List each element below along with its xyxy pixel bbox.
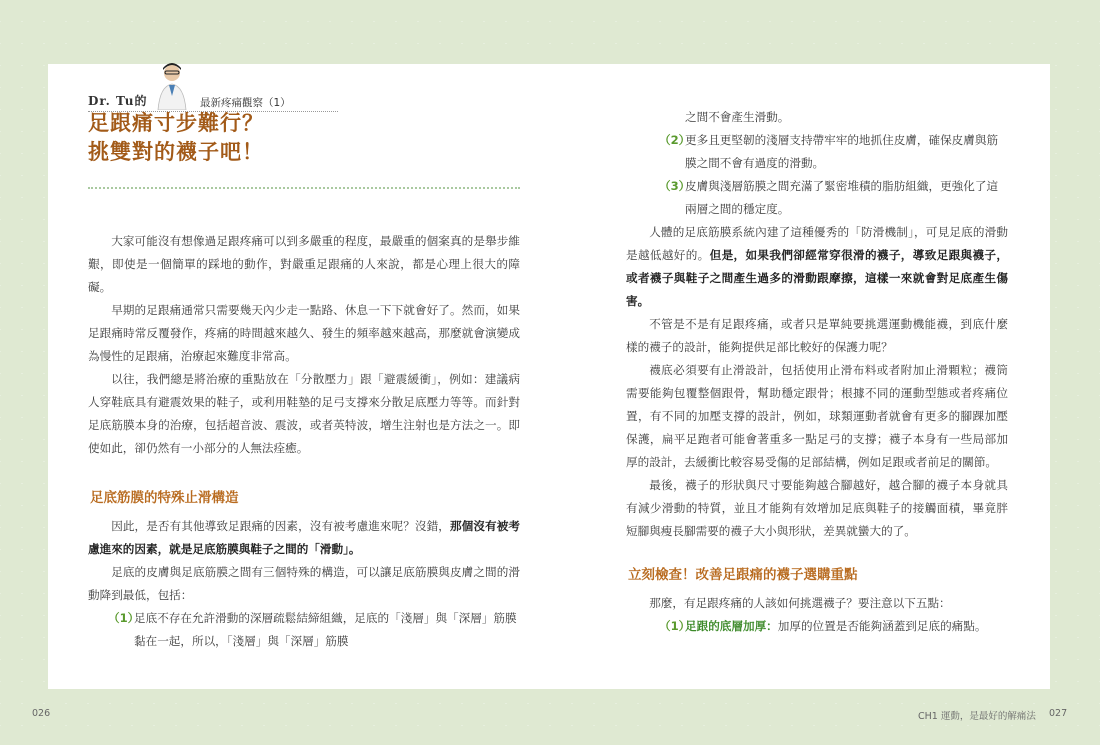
section-heading-1: 足底筋膜的特殊止滑構造: [90, 490, 239, 506]
list-text-1-continued: 之間不會產生滑動。: [685, 110, 790, 124]
article-title: [88, 108, 264, 166]
running-footer: CH1 運動，是最好的解痛法: [918, 711, 1036, 722]
doctor-portrait-icon: [154, 60, 190, 110]
paragraph-6-lead: 人體的足底筋膜系統內建了這種優秀的「防滑機制」，可見足底的滑動是越低越好的。: [626, 225, 1008, 262]
paragraph-10: 那麼，有足跟疼痛的人該如何挑選襪子？要注意以下五點：: [649, 596, 951, 610]
paragraph-1: 大家可能沒有想像過足跟疼痛可以到多嚴重的程度，最嚴重的個案真的是舉步維艱，即使是一個簡單的踩地的動作，對嚴重足跟痛的人來說，都是心理上很大的障礙。: [88, 234, 520, 294]
left-body: [88, 230, 520, 460]
list-number-2: （2）: [659, 133, 691, 147]
title-line-2: 挑雙對的襪子吧！: [88, 139, 264, 164]
list-item-1-continued: [626, 106, 1008, 129]
column-header: [88, 76, 338, 110]
left-page-number: 026: [32, 708, 51, 719]
paragraph-4-emphasis: 那個沒有被考慮進來的因素，就是足底筋膜與鞋子之間的「滑動」。: [88, 519, 520, 556]
list-text-1: 足底不存在允許滑動的深層疏鬆結締組織，足底的「淺層」與「深層」筋膜黏在一起，所以，「淺層」與「深層」筋膜: [134, 611, 517, 648]
paragraph-8: 襪底必須要有止滑設計，包括使用止滑布料或者附加止滑顆粒；襪筒需要能夠包覆整個跟骨，幫助穩定跟骨；根據不同的運動型態或者疼痛位置，有不同的加壓支撐的設計，例如，球類運動者就會有更多的腳踝加壓保護，扁平足跑者可能會著重多一點足弓的支撐；襪子本身有一些局部加厚的設計，去緩衝比較容易受傷的足部結構，例如足跟或者前足的關節。: [626, 363, 1008, 469]
list-item-2: [626, 129, 1008, 175]
title-divider: [88, 187, 520, 189]
title-line-1: 足跟痛寸步難行？: [88, 110, 264, 135]
checklist-desc-1: 加厚的位置是否能夠涵蓋到足底的痛點。: [777, 619, 987, 633]
series-label: 最新疼痛觀察（1）: [200, 97, 291, 109]
right-body: [626, 106, 1008, 543]
list-text-2: 更多且更堅韌的淺層支持帶牢牢的地抓住皮膚，確保皮膚與筋膜之間不會有過度的滑動。: [685, 133, 999, 170]
paragraph-5: 足底的皮膚與足底筋膜之間有三個特殊的構造，可以讓足底筋膜與皮膚之間的滑動降到最低，包括：: [88, 565, 520, 602]
list-number-1: （1）: [108, 611, 140, 625]
right-page-number: 027: [1049, 708, 1068, 719]
right-body-2: [626, 592, 1008, 638]
checklist-title-1: 足跟的底層加厚：: [685, 619, 778, 633]
paragraph-4: [88, 515, 520, 561]
list-number-3: （3）: [659, 179, 691, 193]
left-body-2: [88, 515, 520, 653]
paragraph-7: 不管是不是有足跟疼痛，或者只是單純要挑選運動機能襪，到底什麼樣的襪子的設計，能夠提供足部比較好的保護力呢？: [626, 317, 1008, 354]
list-item-3: [626, 175, 1008, 221]
paragraph-6-emphasis: 但是，如果我們卻經常穿很滑的襪子，導致足跟與襪子，或者襪子與鞋子之間產生過多的滑動跟摩擦，這樣一來就會對足底產生傷害。: [626, 248, 1008, 308]
brand-label: Dr. Tu的: [88, 94, 148, 108]
paragraph-4-lead: 因此，是否有其他導致足跟痛的因素，沒有被考慮進來呢？沒錯，: [111, 519, 450, 533]
checklist-number-1: （1）: [659, 619, 691, 633]
section-heading-2: 立刻檢查！改善足跟痛的襪子選購重點: [628, 567, 858, 583]
checklist-text-1: [685, 615, 1008, 638]
paragraph-9: 最後，襪子的形狀與尺寸要能夠越合腳越好，越合腳的襪子本身就具有減少滑動的特質，並且才能夠有效增加足底與鞋子的接觸面積，畢竟胖短腳與瘦長腳需要的襪子大小與形狀，差異就蠻大的了。: [626, 478, 1008, 538]
paragraph-2: 早期的足跟痛通常只需要幾天內少走一點路、休息一下下就會好了。然而，如果足跟痛時常反覆發作，疼痛的時間越來越久、發生的頻率越來越高，那麼就會演變成為慢性的足跟痛，治療起來難度非常高。: [88, 303, 520, 363]
list-item-1: [88, 607, 520, 653]
checklist-item-1: [626, 615, 1008, 638]
list-text-3: 皮膚與淺層筋膜之間充滿了緊密堆積的脂肪組織，更強化了這兩層之間的穩定度。: [685, 179, 999, 216]
paragraph-3: 以往，我們總是將治療的重點放在「分散壓力」跟「避震緩衝」，例如：建議病人穿鞋底具有避震效果的鞋子，或利用鞋墊的足弓支撐來分散足底壓力等等。而針對足底筋膜本身的治療，包括超音波、震波，或者英特波，增生注射也是方法之一。即使如此，卻仍然有一小部分的人無法痊癒。: [88, 372, 520, 455]
paragraph-6: [626, 221, 1008, 313]
